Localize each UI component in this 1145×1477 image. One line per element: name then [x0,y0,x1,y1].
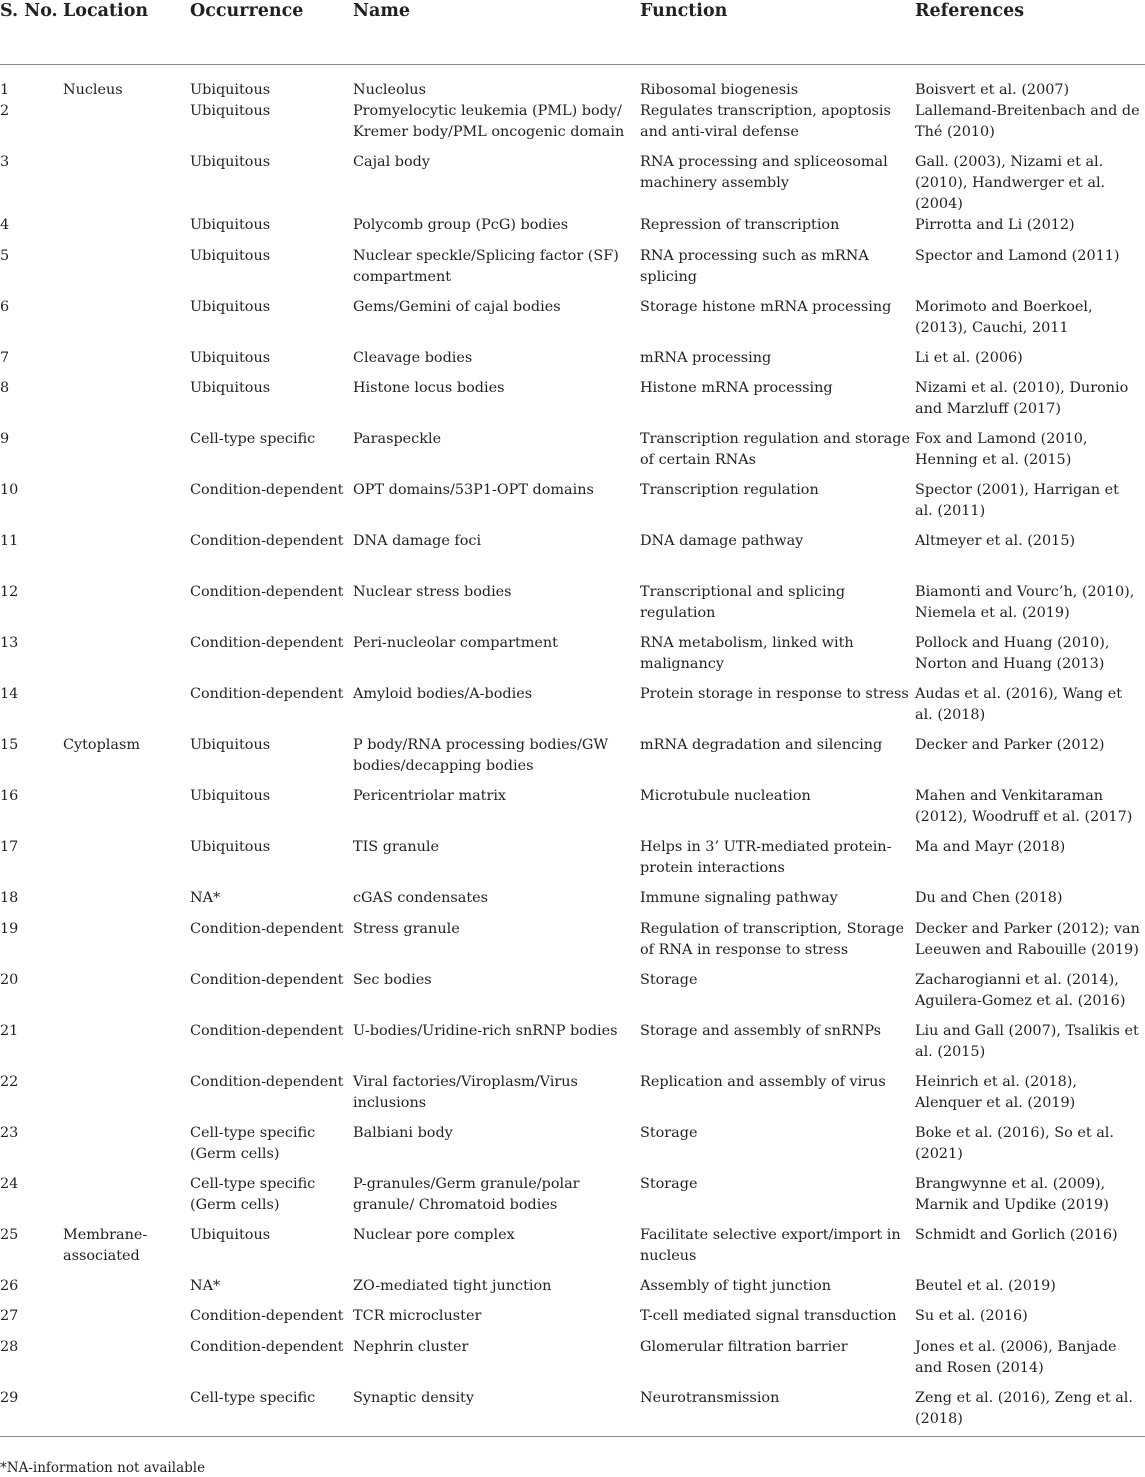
cell-occurrence: Condition-dependent [190,533,344,550]
cell-references: Jones et al. (2006), Banjade and Rosen (2014) [915,1338,1117,1376]
cell-location [63,297,190,348]
cell-occurrence: Condition-dependent [190,1022,344,1039]
cell-sno: 23 [0,1124,19,1141]
table-row [0,1337,1145,1388]
header-occurrence: Occurrence [190,1,304,21]
cell-occurrence: NA* [190,1277,221,1294]
cell-name: Cleavage bodies [353,349,473,366]
cell-location [63,1337,190,1388]
cell-name: Histone locus bodies [353,380,505,397]
header-location: Location [63,1,149,21]
table-row [0,531,1145,582]
cell-location [63,480,190,531]
cell-sno: 4 [0,217,10,233]
cell-references: Zeng et al. (2016), Zeng et al. (2018) [915,1389,1133,1427]
cell-location [63,684,190,735]
cell-references: Li et al. (2006) [915,349,1023,366]
cell-function: RNA processing and spliceosomal machinery assembly [640,154,888,191]
cell-references: Nizami et al. (2010), Duronio and Marzluff (2017) [915,380,1129,418]
cell-name: Balbiani body [353,1124,453,1141]
table-row [0,378,1145,429]
table-row [0,633,1145,684]
cell-name: Paraspeckle [353,431,442,448]
table-row [0,1276,1145,1307]
cell-sno: 27 [0,1308,19,1325]
cell-occurrence: Ubiquitous [190,154,271,170]
cell-name: P-granules/Germ granule/polar granule/ Chromatoid bodies [353,1175,580,1213]
cell-occurrence: Condition-dependent [190,971,344,988]
cell-sno: 8 [0,380,10,397]
table-row [0,888,1145,919]
cell-name: Sec bodies [353,971,432,988]
cell-sno: 13 [0,635,19,652]
cell-references: Spector (2001), Harrigan et al. (2011) [915,482,1119,520]
header-name: Name [353,1,410,21]
cell-occurrence: Ubiquitous [190,103,271,119]
cell-sno: 25 [0,1226,19,1243]
cell-name: Synaptic density [353,1389,474,1406]
cell-sno: 2 [0,103,10,119]
cell-sno: 24 [0,1175,19,1192]
cell-location: Nucleus [63,82,123,98]
cell-name: Pericentriolar matrix [353,788,507,805]
cell-function: Ribosomal biogenesis [640,82,799,98]
table-row [0,735,1145,786]
cell-references: Morimoto and Boerkoel, (2013), Cauchi, 2011 [915,298,1093,336]
cell-occurrence: Ubiquitous [190,298,271,315]
cell-location [63,786,190,837]
cell-function: Histone mRNA processing [640,380,833,397]
cell-sno: 12 [0,584,19,601]
cell-references: Boke et al. (2016), So et al. (2021) [915,1124,1114,1162]
cell-location [63,152,190,215]
cell-occurrence: Condition-dependent [190,1308,344,1325]
table-row [0,582,1145,633]
cell-function: Facilitate selective export/import in nucleus [640,1226,901,1264]
cell-location [63,1306,190,1337]
table-row [0,297,1145,348]
cell-sno: 5 [0,247,10,264]
table-row [0,152,1145,215]
cell-references: Ma and Mayr (2018) [915,839,1066,856]
table-row [0,65,1145,102]
cell-occurrence: Ubiquitous [190,1226,271,1243]
table-header [0,0,1145,65]
cell-sno: 15 [0,737,19,754]
cell-name: Nuclear pore complex [353,1226,515,1243]
cell-location [63,429,190,480]
cell-location: Membrane-associated [63,1226,148,1264]
cell-name: Nephrin cluster [353,1338,469,1355]
cell-function: RNA metabolism, linked with malignancy [640,635,854,673]
cell-references: Gall. (2003), Nizami et al. (2010), Handwerger et al. (2004) [915,154,1106,212]
table-row [0,1388,1145,1437]
table-row [0,970,1145,1021]
cell-references: Liu and Gall (2007), Tsalikis et al. (2015) [915,1022,1139,1060]
cell-references: Fox and Lamond (2010, Henning et al. (2015) [915,431,1088,469]
cell-sno: 26 [0,1277,19,1294]
cell-occurrence: Condition-dependent [190,920,344,937]
cell-sno: 3 [0,154,10,170]
cell-function: Replication and assembly of virus [640,1073,886,1090]
cell-function: mRNA degradation and silencing [640,737,883,754]
cell-sno: 22 [0,1073,19,1090]
cell-function: DNA damage pathway [640,533,804,550]
header-references: References [915,1,1025,21]
table-footnote: *NA-information not available [0,1460,206,1476]
cell-references: Zacharogianni et al. (2014), Aguilera-Gomez et al. (2016) [915,971,1126,1009]
cell-function: RNA processing such as mRNA splicing [640,247,869,285]
cell-sno: 28 [0,1338,19,1355]
cell-name: U-bodies/Uridine-rich snRNP bodies [353,1022,618,1039]
cell-location [63,1123,190,1174]
cell-references: Beutel et al. (2019) [915,1277,1056,1294]
cell-name: P body/RNA processing bodies/GW bodies/decapping bodies [353,737,609,775]
cell-location [63,1276,190,1307]
cell-name: Viral factories/Viroplasm/Virus inclusions [353,1073,578,1111]
cell-sno: 17 [0,839,19,856]
cell-sno: 7 [0,349,10,366]
cell-function: Storage [640,1124,698,1141]
cell-occurrence: Cell-type specific (Germ cells) [190,1175,316,1213]
cell-name: ZO-mediated tight junction [353,1277,552,1294]
cell-occurrence: Condition-dependent [190,1338,344,1355]
cell-name: Polycomb group (PcG) bodies [353,217,569,233]
cell-location [63,582,190,633]
table-body [0,65,1145,1437]
cell-name: Nuclear speckle/Splicing factor (SF) compartment [353,247,619,285]
cell-name: cGAS condensates [353,890,489,907]
cell-function: Immune signaling pathway [640,890,838,907]
cell-name: TCR microcluster [353,1308,482,1325]
cell-references: Mahen and Venkitaraman (2012), Woodruff et al. (2017) [915,788,1133,826]
cell-name: Nuclear stress bodies [353,584,512,601]
table-row [0,1123,1145,1174]
cell-function: Glomerular filtration barrier [640,1338,848,1355]
cell-location [63,378,190,429]
table-row [0,1072,1145,1123]
cell-name: DNA damage foci [353,533,482,550]
cell-references: Spector and Lamond (2011) [915,247,1120,264]
cell-occurrence: Cell-type specific [190,1389,316,1406]
cell-sno: 21 [0,1022,19,1039]
cell-sno: 6 [0,298,10,315]
cell-references: Du and Chen (2018) [915,890,1063,907]
cell-name: Nucleolus [353,82,426,98]
cell-sno: 1 [0,82,10,98]
cell-location [63,919,190,970]
cell-function: Protein storage in response to stress [640,686,909,703]
cell-references: Decker and Parker (2012); van Leeuwen and Rabouille (2019) [915,920,1140,958]
cell-references: Heinrich et al. (2018), Alenquer et al. (2019) [915,1073,1077,1111]
cell-references: Biamonti and Vourc’h, (2010), Niemela et al. (2019) [915,584,1135,622]
cell-function: T-cell mediated signal transduction [640,1308,897,1325]
cell-references: Audas et al. (2016), Wang et al. (2018) [915,686,1123,724]
cell-function: Helps in 3’ UTR-mediated protein-protein interactions [640,839,892,877]
cell-references: Pollock and Huang (2010), Norton and Huang (2013) [915,635,1110,673]
cell-location [63,246,190,297]
cell-function: Storage and assembly of snRNPs [640,1022,882,1039]
cell-name: Stress granule [353,920,460,937]
cell-function: Assembly of tight junction [640,1277,832,1294]
cell-location [63,348,190,379]
table-row [0,480,1145,531]
table-row [0,1174,1145,1225]
cell-location [63,1388,190,1437]
cell-occurrence: Ubiquitous [190,349,271,366]
table-row [0,348,1145,379]
cell-location [63,1174,190,1225]
cell-references: Altmeyer et al. (2015) [915,533,1076,550]
header-function: Function [640,1,728,21]
cell-location [63,215,190,246]
cell-function: Storage [640,1175,698,1192]
cell-sno: 9 [0,431,10,448]
cell-name: OPT domains/53P1-OPT domains [353,482,594,499]
table-row [0,1306,1145,1337]
table-row [0,429,1145,480]
cell-function: Storage histone mRNA processing [640,298,892,315]
cell-occurrence: NA* [190,890,221,907]
table-row [0,919,1145,970]
cell-sno: 10 [0,482,19,499]
cell-function: mRNA processing [640,349,772,366]
cell-occurrence: Ubiquitous [190,839,271,856]
cell-function: Microtubule nucleation [640,788,811,805]
cell-name: Amyloid bodies/A-bodies [353,686,533,703]
cell-location [63,1021,190,1072]
cell-location [63,101,190,152]
cell-occurrence: Condition-dependent [190,635,344,652]
cell-references: Pirrotta and Li (2012) [915,217,1075,233]
cell-occurrence: Ubiquitous [190,82,271,98]
table-row [0,1225,1145,1276]
table-row [0,786,1145,837]
cell-occurrence: Condition-dependent [190,686,344,703]
cell-function: Regulates transcription, apoptosis and anti-viral defense [640,103,891,140]
cell-function: Transcription regulation [640,482,819,499]
cell-occurrence: Ubiquitous [190,217,271,233]
table-row [0,101,1145,152]
cell-references: Decker and Parker (2012) [915,737,1105,754]
cell-sno: 11 [0,533,19,550]
cell-references: Brangwynne et al. (2009), Marnik and Updike (2019) [915,1175,1109,1213]
cell-sno: 18 [0,890,19,907]
cell-sno: 20 [0,971,19,988]
cell-references: Lallemand-Breitenbach and de Thé (2010) [915,103,1140,140]
cell-function: Transcription regulation and storage of certain RNAs [640,431,910,469]
cell-name: Peri-nucleolar compartment [353,635,558,652]
table-row [0,1021,1145,1072]
cell-function: Neurotransmission [640,1389,780,1406]
table-row [0,215,1145,246]
cell-occurrence: Condition-dependent [190,584,344,601]
table-row [0,684,1145,735]
cell-occurrence: Ubiquitous [190,380,271,397]
cell-sno: 14 [0,686,19,703]
cell-location [63,1072,190,1123]
header-sno: S. No. [0,1,58,21]
cell-occurrence: Condition-dependent [190,1073,344,1090]
cell-occurrence: Ubiquitous [190,788,271,805]
table-row [0,246,1145,297]
cell-location [63,531,190,582]
cell-sno: 16 [0,788,19,805]
cell-name: Gems/Gemini of cajal bodies [353,298,561,315]
cell-occurrence: Ubiquitous [190,247,271,264]
cell-occurrence: Condition-dependent [190,482,344,499]
cell-function: Transcriptional and splicing regulation [640,584,846,622]
table-row [0,837,1145,888]
cell-location [63,970,190,1021]
cell-name: TIS granule [353,839,440,856]
cell-references: Schmidt and Gorlich (2016) [915,1226,1118,1243]
cell-function: Storage [640,971,698,988]
cell-function: Regulation of transcription, Storage of RNA in response to stress [640,920,905,958]
cell-name: Promyelocytic leukemia (PML) body/ Kremer body/PML oncogenic domain [353,103,625,140]
cell-occurrence: Cell-type specific (Germ cells) [190,1124,316,1162]
cell-location [63,633,190,684]
cell-location: Cytoplasm [63,737,141,754]
cell-occurrence: Ubiquitous [190,737,271,754]
cell-location [63,837,190,888]
cell-references: Boisvert et al. (2007) [915,82,1070,98]
cell-sno: 29 [0,1389,19,1406]
cell-function: Repression of transcription [640,217,840,233]
header-row [0,0,1145,65]
cell-name: Cajal body [353,154,431,170]
cell-references: Su et al. (2016) [915,1308,1028,1325]
cell-sno: 19 [0,920,19,937]
cell-location [63,888,190,919]
cell-occurrence: Cell-type specific [190,431,316,448]
